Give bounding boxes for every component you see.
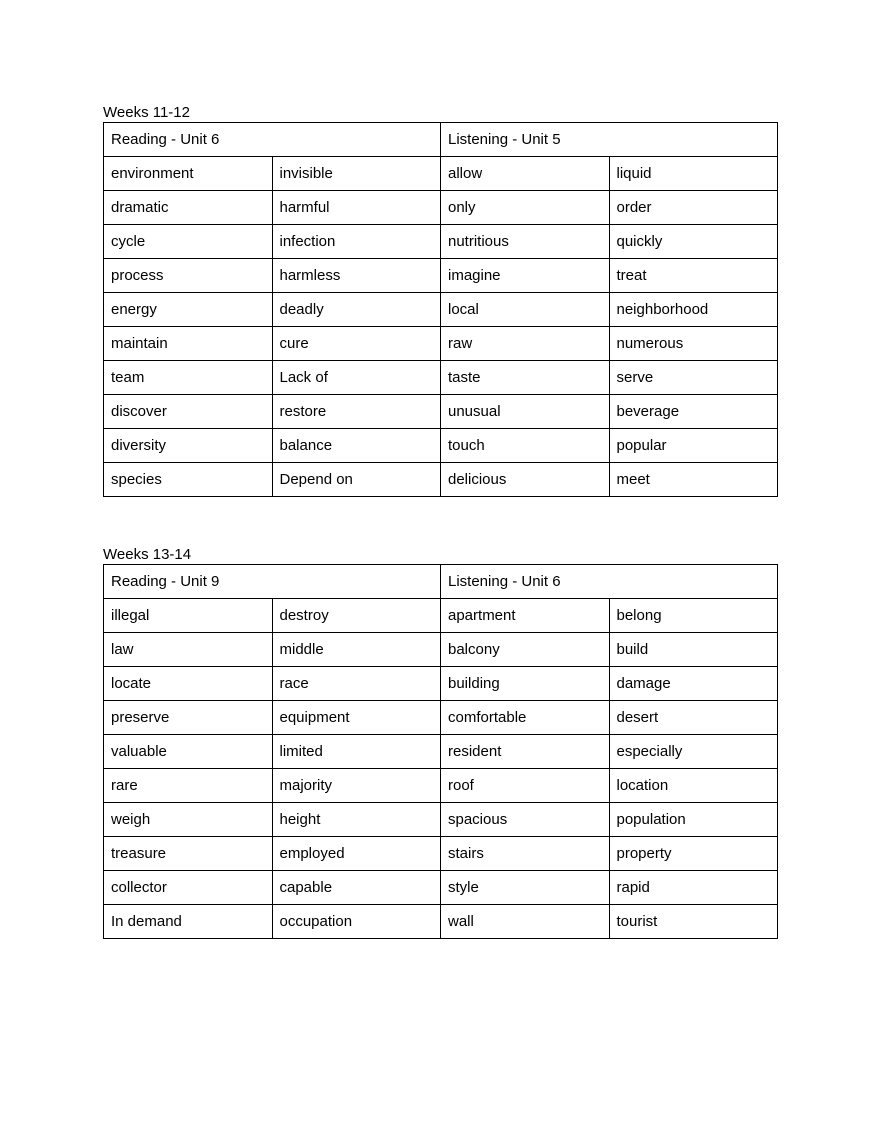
table-row xyxy=(104,905,778,939)
listening-word-cell: apartment xyxy=(441,599,610,633)
listening-word-cell: style xyxy=(441,871,610,905)
reading-word-cell: deadly xyxy=(272,293,441,327)
reading-word-cell: diversity xyxy=(104,429,273,463)
reading-header: Reading - Unit 9 xyxy=(104,565,441,599)
table-row xyxy=(104,701,778,735)
table-row xyxy=(104,225,778,259)
table-row xyxy=(104,837,778,871)
table-row xyxy=(104,633,778,667)
listening-header: Listening - Unit 5 xyxy=(441,123,778,157)
table-row xyxy=(104,293,778,327)
reading-word-cell: collector xyxy=(104,871,273,905)
reading-word-cell: limited xyxy=(272,735,441,769)
reading-word-cell: infection xyxy=(272,225,441,259)
section-weeks-11-12 xyxy=(103,104,778,497)
reading-word-cell: cycle xyxy=(104,225,273,259)
listening-word-cell: serve xyxy=(609,361,778,395)
section-title: Weeks 11-12 xyxy=(103,104,190,121)
listening-word-cell: neighborhood xyxy=(609,293,778,327)
reading-word-cell: preserve xyxy=(104,701,273,735)
reading-word-cell: law xyxy=(104,633,273,667)
listening-word-cell: belong xyxy=(609,599,778,633)
listening-word-cell: numerous xyxy=(609,327,778,361)
reading-word-cell: harmless xyxy=(272,259,441,293)
reading-word-cell: illegal xyxy=(104,599,273,633)
listening-word-cell: spacious xyxy=(441,803,610,837)
listening-word-cell: damage xyxy=(609,667,778,701)
reading-word-cell: treasure xyxy=(104,837,273,871)
listening-word-cell: balcony xyxy=(441,633,610,667)
table-row xyxy=(104,191,778,225)
section-weeks-13-14 xyxy=(103,546,778,939)
reading-header: Reading - Unit 6 xyxy=(104,123,441,157)
listening-word-cell: liquid xyxy=(609,157,778,191)
table-header-row xyxy=(104,565,778,599)
reading-word-cell: race xyxy=(272,667,441,701)
reading-word-cell: height xyxy=(272,803,441,837)
vocab-table-body xyxy=(104,123,778,497)
reading-word-cell: destroy xyxy=(272,599,441,633)
reading-word-cell: majority xyxy=(272,769,441,803)
reading-word-cell: invisible xyxy=(272,157,441,191)
reading-word-cell: weigh xyxy=(104,803,273,837)
vocab-table-body xyxy=(104,565,778,939)
listening-word-cell: quickly xyxy=(609,225,778,259)
table-row xyxy=(104,429,778,463)
listening-word-cell: desert xyxy=(609,701,778,735)
reading-word-cell: valuable xyxy=(104,735,273,769)
listening-word-cell: allow xyxy=(441,157,610,191)
reading-word-cell: occupation xyxy=(272,905,441,939)
listening-header: Listening - Unit 6 xyxy=(441,565,778,599)
listening-word-cell: stairs xyxy=(441,837,610,871)
listening-word-cell: especially xyxy=(609,735,778,769)
reading-word-cell: harmful xyxy=(272,191,441,225)
reading-word-cell: species xyxy=(104,463,273,497)
table-row xyxy=(104,769,778,803)
vocab-table xyxy=(103,564,778,939)
table-row xyxy=(104,667,778,701)
listening-word-cell: beverage xyxy=(609,395,778,429)
listening-word-cell: roof xyxy=(441,769,610,803)
reading-word-cell: balance xyxy=(272,429,441,463)
reading-word-cell: cure xyxy=(272,327,441,361)
table-row xyxy=(104,327,778,361)
section-title: Weeks 13-14 xyxy=(103,546,192,563)
reading-word-cell: equipment xyxy=(272,701,441,735)
table-row xyxy=(104,259,778,293)
listening-word-cell: location xyxy=(609,769,778,803)
reading-word-cell: energy xyxy=(104,293,273,327)
listening-word-cell: building xyxy=(441,667,610,701)
reading-word-cell: team xyxy=(104,361,273,395)
reading-word-cell: restore xyxy=(272,395,441,429)
reading-word-cell: environment xyxy=(104,157,273,191)
listening-word-cell: wall xyxy=(441,905,610,939)
reading-word-cell: process xyxy=(104,259,273,293)
listening-word-cell: build xyxy=(609,633,778,667)
table-row xyxy=(104,871,778,905)
listening-word-cell: property xyxy=(609,837,778,871)
reading-word-cell: middle xyxy=(272,633,441,667)
listening-word-cell: comfortable xyxy=(441,701,610,735)
table-row xyxy=(104,361,778,395)
listening-word-cell: order xyxy=(609,191,778,225)
listening-word-cell: treat xyxy=(609,259,778,293)
reading-word-cell: In demand xyxy=(104,905,273,939)
listening-word-cell: nutritious xyxy=(441,225,610,259)
listening-word-cell: delicious xyxy=(441,463,610,497)
reading-word-cell: discover xyxy=(104,395,273,429)
reading-word-cell: rare xyxy=(104,769,273,803)
listening-word-cell: raw xyxy=(441,327,610,361)
listening-word-cell: popular xyxy=(609,429,778,463)
table-row xyxy=(104,463,778,497)
listening-word-cell: taste xyxy=(441,361,610,395)
table-row xyxy=(104,599,778,633)
table-row xyxy=(104,395,778,429)
reading-word-cell: maintain xyxy=(104,327,273,361)
listening-word-cell: rapid xyxy=(609,871,778,905)
listening-word-cell: resident xyxy=(441,735,610,769)
listening-word-cell: tourist xyxy=(609,905,778,939)
reading-word-cell: dramatic xyxy=(104,191,273,225)
reading-word-cell: locate xyxy=(104,667,273,701)
reading-word-cell: capable xyxy=(272,871,441,905)
listening-word-cell: only xyxy=(441,191,610,225)
listening-word-cell: meet xyxy=(609,463,778,497)
table-row xyxy=(104,157,778,191)
table-header-row xyxy=(104,123,778,157)
reading-word-cell: employed xyxy=(272,837,441,871)
listening-word-cell: imagine xyxy=(441,259,610,293)
vocab-table xyxy=(103,122,778,497)
reading-word-cell: Lack of xyxy=(272,361,441,395)
listening-word-cell: touch xyxy=(441,429,610,463)
table-row xyxy=(104,735,778,769)
listening-word-cell: local xyxy=(441,293,610,327)
listening-word-cell: population xyxy=(609,803,778,837)
reading-word-cell: Depend on xyxy=(272,463,441,497)
table-row xyxy=(104,803,778,837)
listening-word-cell: unusual xyxy=(441,395,610,429)
